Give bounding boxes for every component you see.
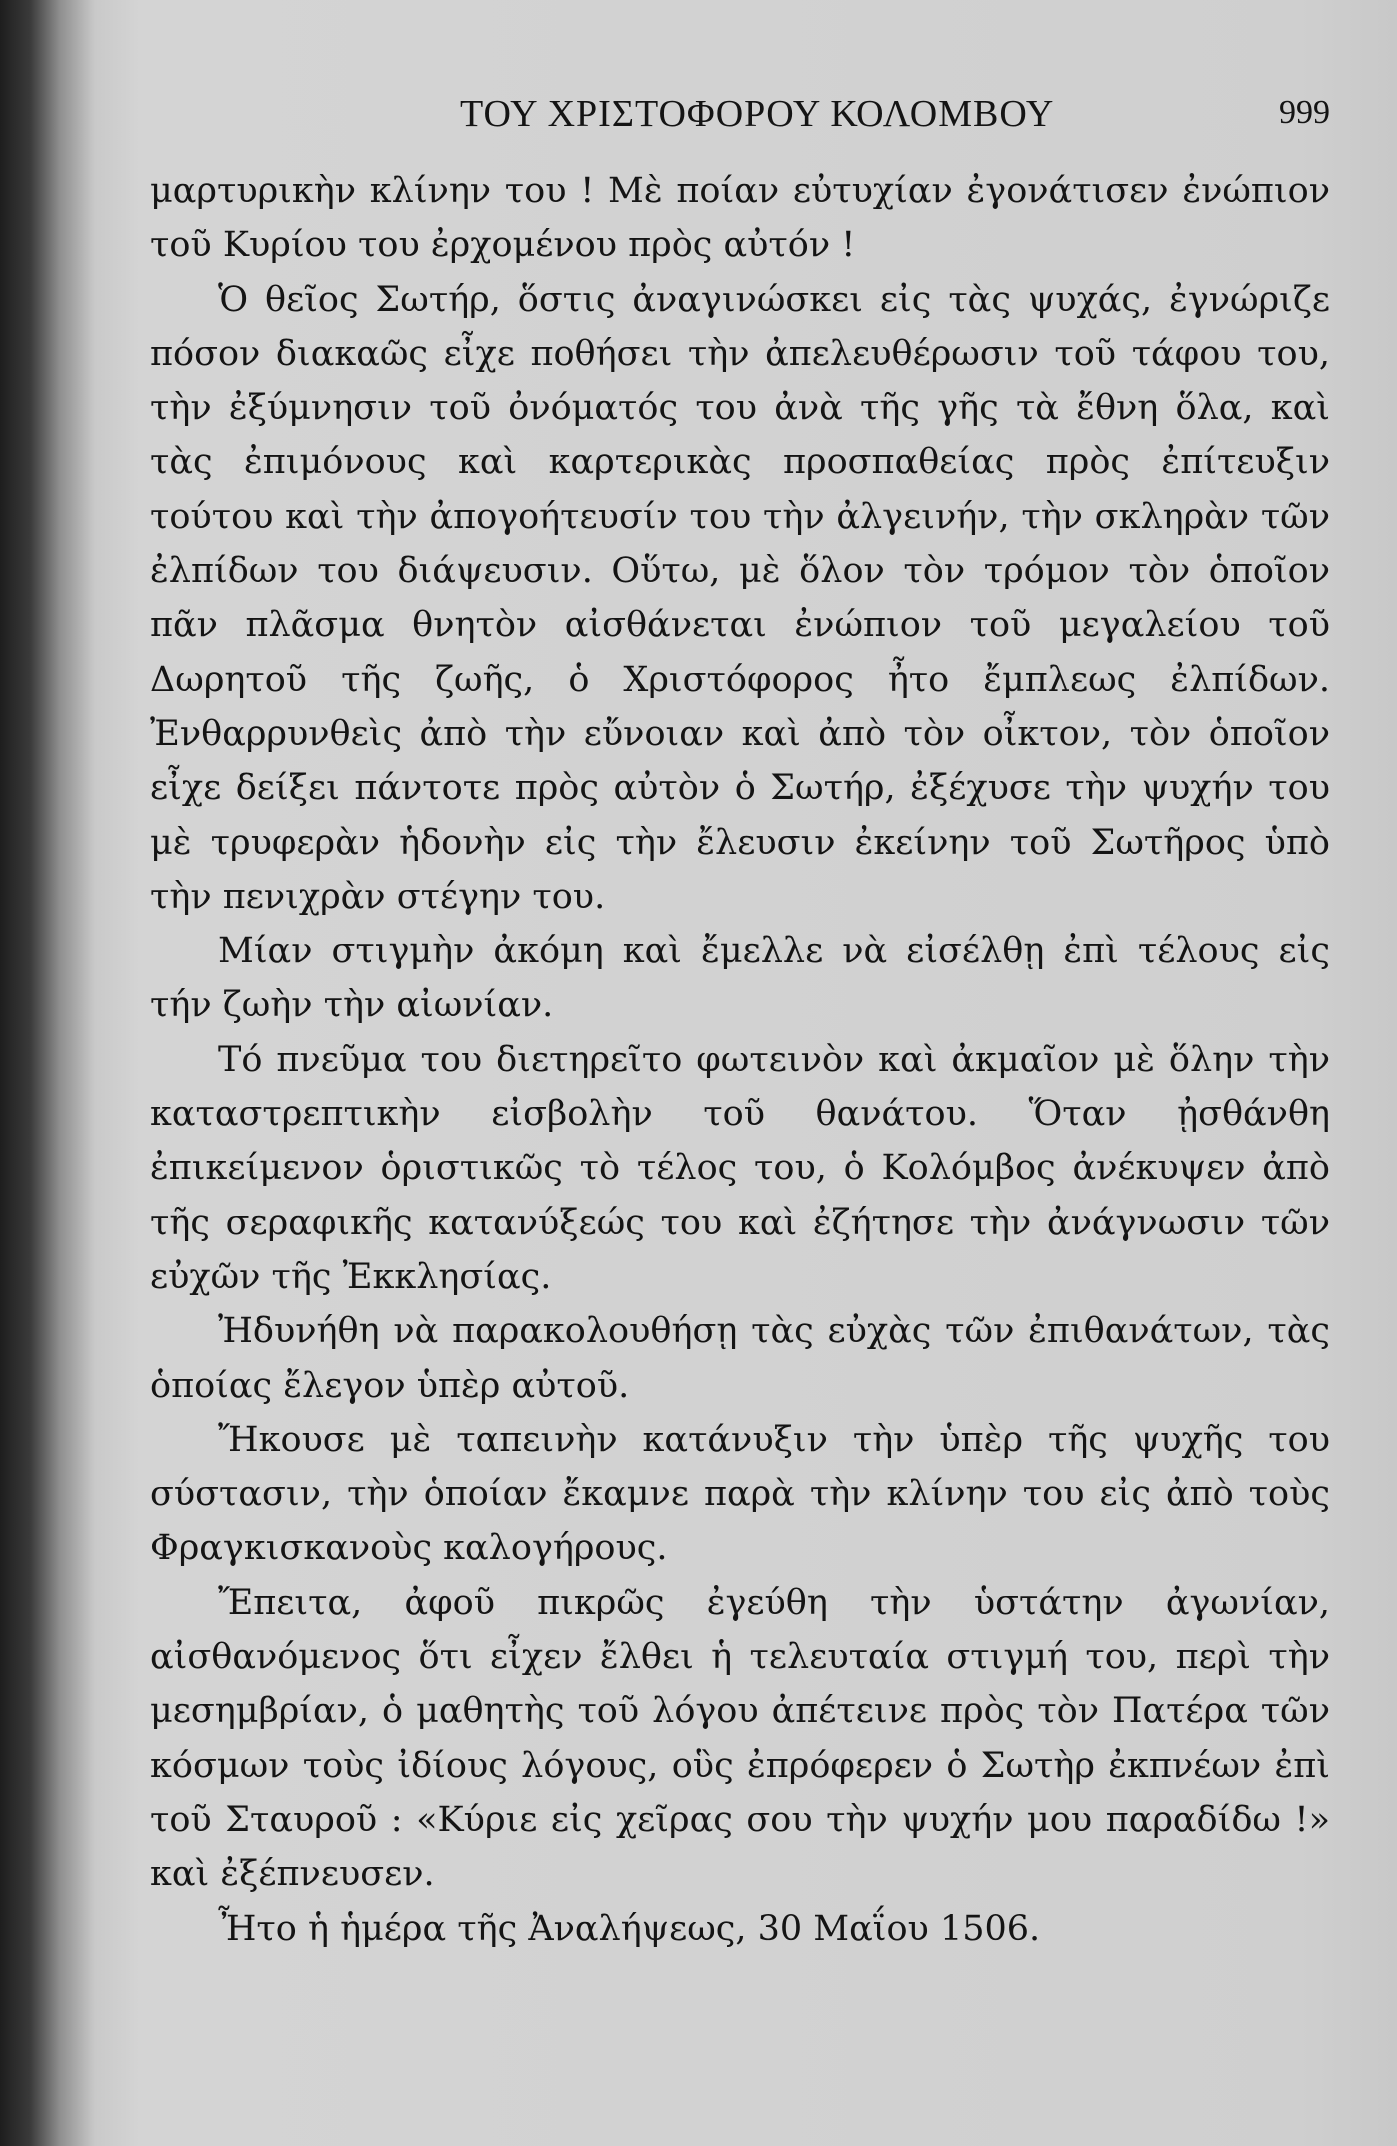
body-text — [150, 164, 1330, 1956]
paragraph: Ἤκουσε μὲ ταπεινὴν κατάνυξιν τὴν ὑπὲρ τῆς ψυχῆς του σύστασιν, τὴν ὁποίαν ἔκαμνε παρὰ τὴν κλίνην του εἰς ἀπὸ τοὺς Φραγκισκανοὺς καλογήρους. — [150, 1419, 1330, 1569]
paragraph: Ἠδυνήθη νὰ παρακολουθήσῃ τὰς εὐχὰς τῶν ἐπιθανάτων, τὰς ὁποίας ἔλεγον ὑπὲρ αὐτοῦ. — [150, 1311, 1330, 1406]
running-header — [150, 82, 1330, 152]
paragraph: Ὁ θεῖος Σωτήρ, ὅστις ἀναγινώσκει εἰς τὰς ψυχάς, ἐγνώριζε πόσον διακαῶς εἶχε ποθήσει τὴν ἀπελευθέρωσιν τοῦ τάφου του, τὴν ἐξύμνησιν τοῦ ὀνόματός του ἀνὰ τῆς γῆς τὰ ἔθνη ὅλα, καὶ τὰς ἐπιμόνους καὶ καρτερικὰς προσπαθείας πρὸς ἐπίτευξιν τούτου καὶ τὴν ἀπογοήτευσίν του τὴν ἀλγεινήν, τὴν σκληρὰν τῶν ἐλπίδων του διάψευσιν. Οὕτω, μὲ ὅλον τὸν τρόμον τὸν ὁποῖον πᾶν πλᾶσμα θνητὸν αἰσθάνεται ἐνώπιον τοῦ μεγαλείου τοῦ Δωρητοῦ τῆς ζωῆς, ὁ Χριστόφορος ἦτο ἔμπλεως ἐλπίδων. Ἐνθαρρυνθεὶς ἀπὸ τὴν εὔνοιαν καὶ ἀπὸ τὸν οἶκτον, τὸν ὁποῖον εἶχε δείξει πάντοτε πρὸς αὐτὸν ὁ Σωτήρ, ἐξέχυσε τὴν ψυχήν του μὲ τρυφερὰν ἡδονὴν εἰς τὴν ἔλευσιν ἐκείνην τοῦ Σωτῆρος ὑπὸ τὴν πενιχρὰν στέγην του. — [150, 279, 1330, 917]
paragraph: Ἔπειτα, ἀφοῦ πικρῶς ἐγεύθη τὴν ὑστάτην ἀγωνίαν, αἰσθανόμενος ὅτι εἶχεν ἔλθει ἡ τελευταία στιγμή του, περὶ τὴν μεσημβρίαν, ὁ μαθητὴς τοῦ λόγου ἀπέτεινε πρὸς τὸν Πατέρα τῶν κόσμων τοὺς ἰδίους λόγους, οὓς ἐπρόφερεν ὁ Σωτὴρ ἐκπνέων ἐπὶ τοῦ Σταυροῦ : «Κύριε εἰς χεῖρας σου τὴν ψυχήν μου παραδίδω !» καὶ ἐξέπνευσεν. — [150, 1582, 1330, 1895]
book-page — [150, 82, 1330, 1956]
paragraph-continuation: μαρτυρικὴν κλίνην του ! Μὲ ποίαν εὐτυχίαν ἐγονάτισεν ἐνώπιον τοῦ Κυρίου του ἐρχομένου πρὸς αὐτόν ! — [150, 171, 1330, 266]
running-head-title: ΤΟΥ ΧΡΙΣΤΟΦΟΡΟΥ ΚΟΛΟΜΒΟΥ — [460, 93, 1055, 135]
paragraph: Τό πνεῦμα του διετηρεῖτο φωτεινὸν καὶ ἀκμαῖον μὲ ὅλην τὴν καταστρεπτικὴν εἰσβολὴν τοῦ θανάτου. Ὅταν ᾐσθάνθη ἐπικείμενον ὁριστικῶς τὸ τέλος του, ὁ Κολόμβος ἀνέκυψεν ἀπὸ τῆς σεραφικῆς κατανύξεώς του καὶ ἐζήτησε τὴν ἀνάγνωσιν τῶν εὐχῶν τῆς Ἐκκλησίας. — [150, 1039, 1330, 1297]
paragraph: Μίαν στιγμὴν ἀκόμη καὶ ἔμελλε νὰ εἰσέλθῃ ἐπὶ τέλους εἰς τήν ζωὴν τὴν αἰωνίαν. — [150, 931, 1330, 1026]
closing-line: Ἦτο ἡ ἡμέρα τῆς Ἀναλήψεως, 30 Μαΐου 1506. — [218, 1908, 1041, 1949]
page-number: 999 — [1279, 94, 1330, 131]
